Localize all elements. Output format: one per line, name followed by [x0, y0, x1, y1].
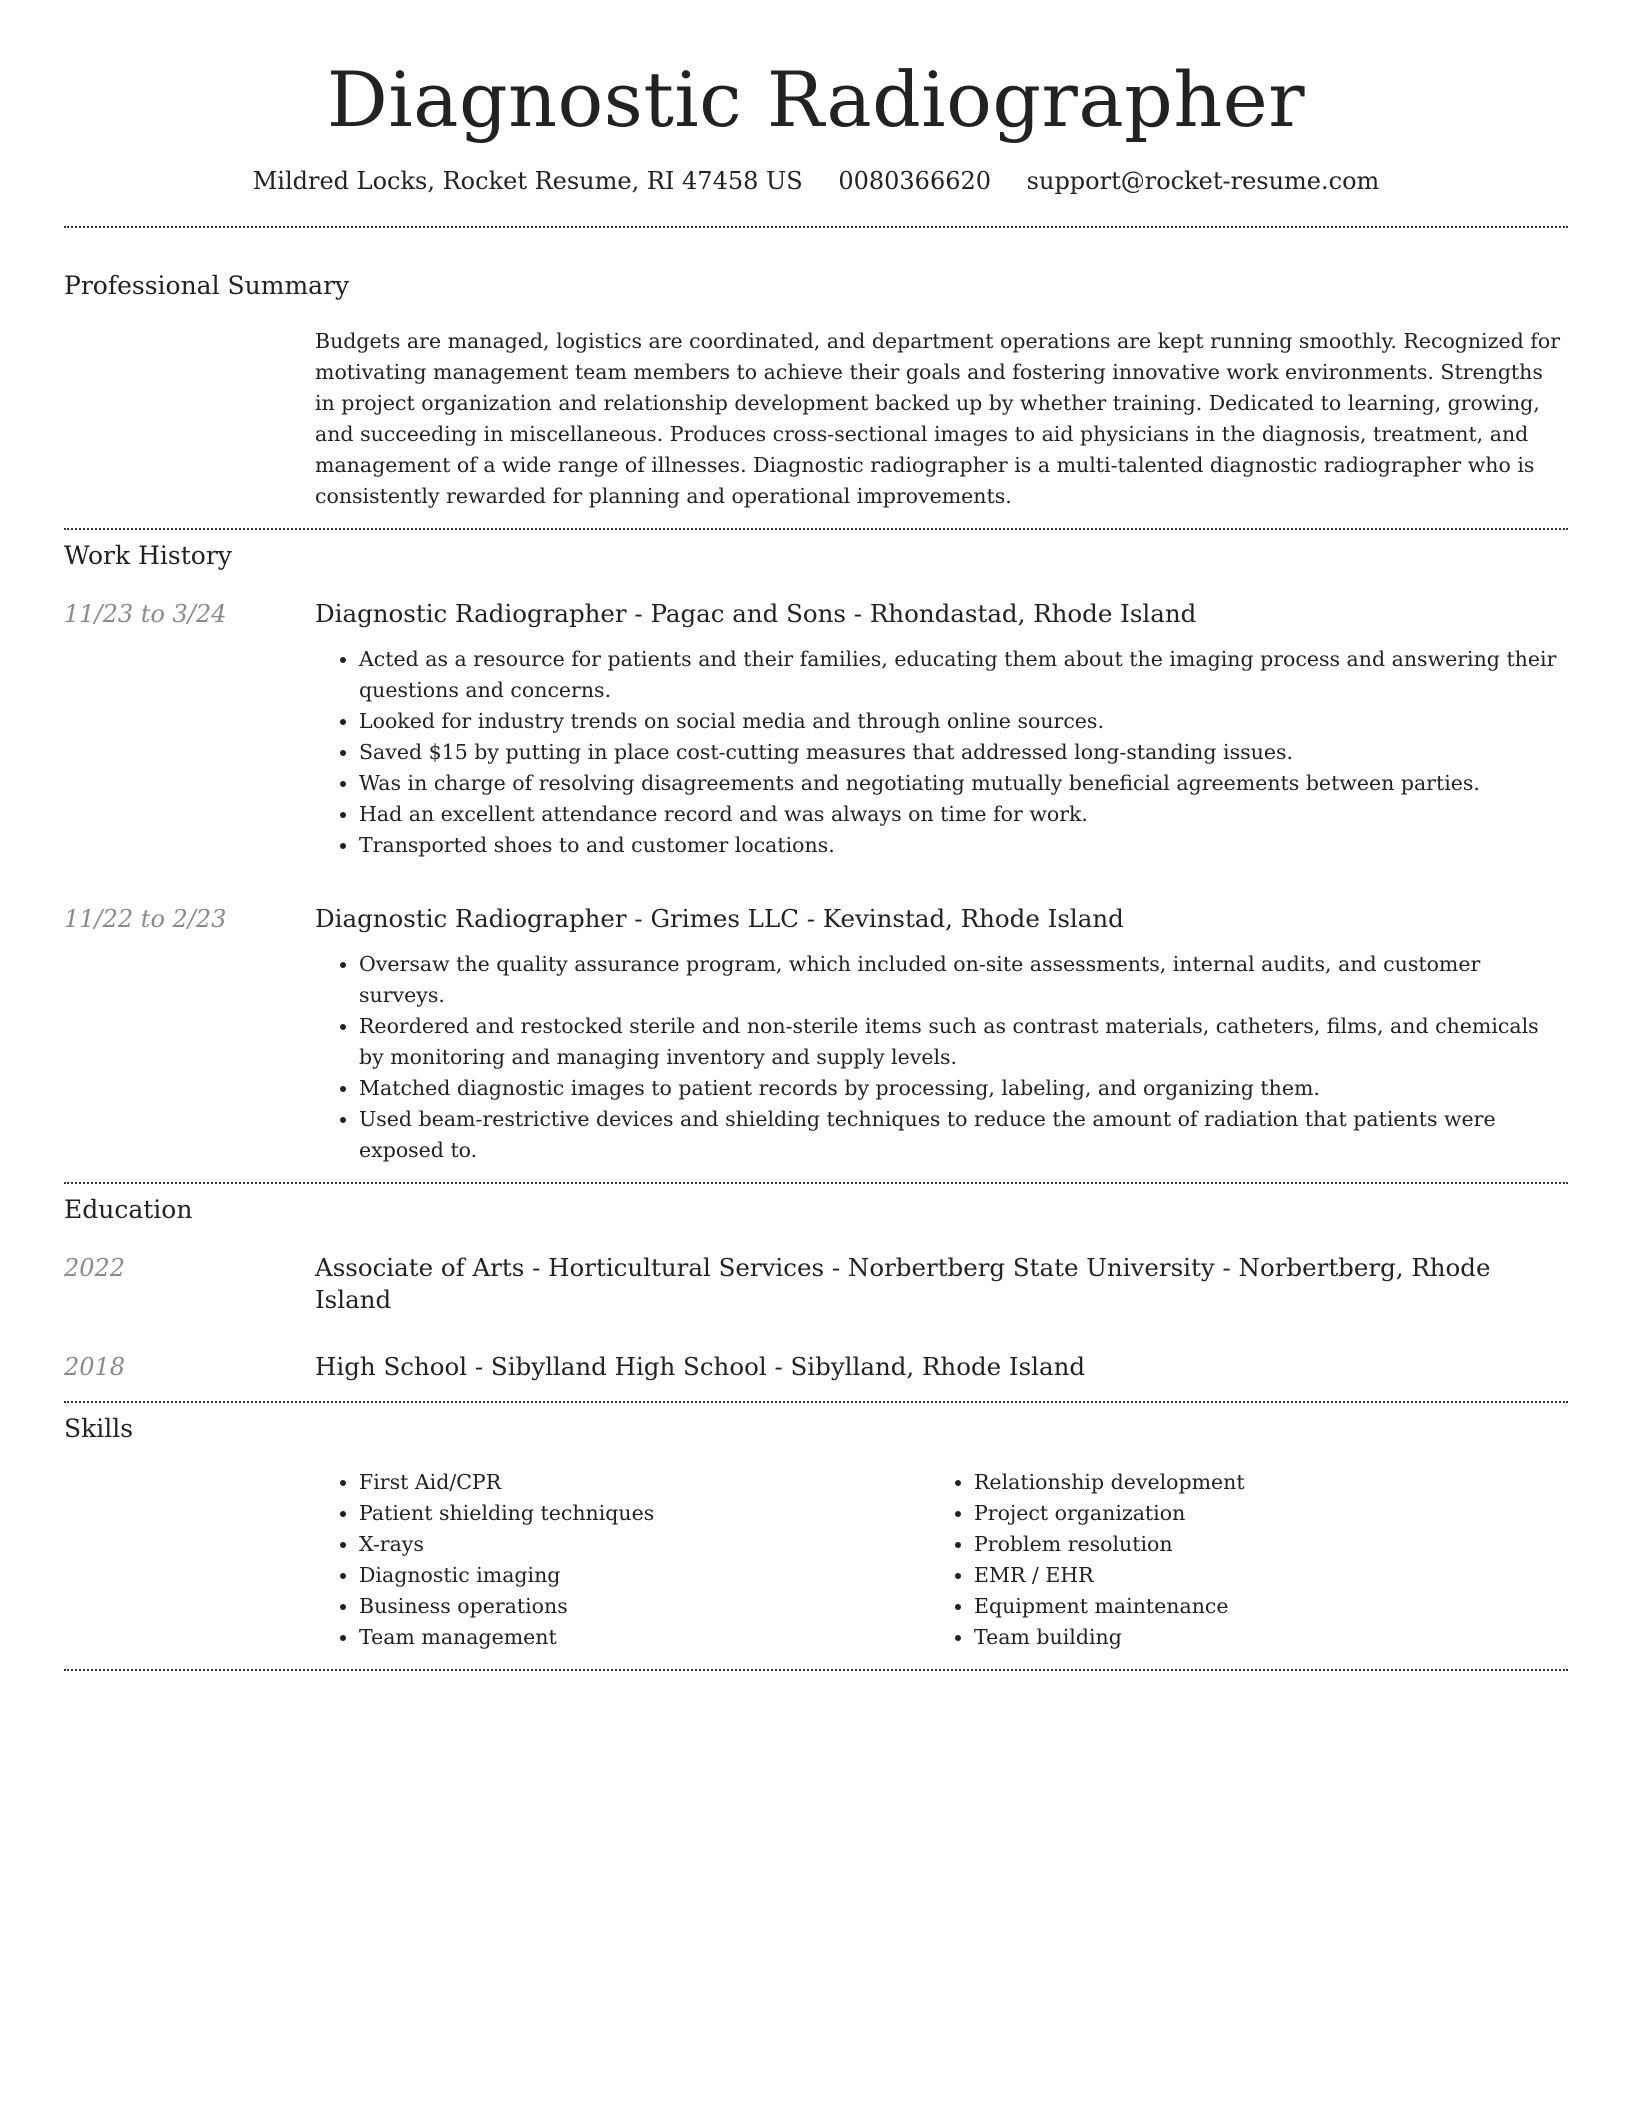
contact-phone: 0080366620: [838, 167, 992, 195]
education-heading-text: Associate of Arts - Horticultural Services - Norbertberg State University - Norbertberg, Rhode Island: [315, 1253, 1491, 1314]
job-bullet: • Looked for industry trends on social media and through online sources.: [359, 706, 1568, 737]
skill-item: • Team management: [359, 1622, 930, 1653]
skill-item: • X-rays: [359, 1529, 930, 1560]
skill-item: • First Aid/CPR: [359, 1467, 930, 1498]
contact-line: [64, 166, 1568, 196]
education-date: 2018: [64, 1353, 126, 1381]
education-entry: [64, 1252, 1568, 1316]
skills-columns: [315, 1467, 1568, 1653]
section-divider: [64, 226, 1568, 228]
skill-item: • Patient shielding techniques: [359, 1498, 930, 1529]
job-bullet: • Used beam-restrictive devices and shielding techniques to reduce the amount of radiation that patients were exposed to.: [359, 1104, 1568, 1166]
job-bullet: • Reordered and restocked sterile and non-sterile items such as contrast materials, catheters, films, and chemicals by monitoring and managing inventory and supply levels.: [359, 1011, 1568, 1073]
skill-item: • Equipment maintenance: [974, 1591, 1545, 1622]
skill-item: • Project organization: [974, 1498, 1545, 1529]
education-date: 2022: [64, 1254, 126, 1282]
job-date: 11/22 to 2/23: [64, 905, 227, 933]
skill-item: • Business operations: [359, 1591, 930, 1622]
job-bullets: [64, 949, 1568, 1166]
job-bullet: • Matched diagnostic images to patient records by processing, labeling, and organizing them.: [359, 1073, 1568, 1104]
contact-email: support@rocket-resume.com: [1026, 167, 1380, 195]
skill-item: • EMR / EHR: [974, 1560, 1545, 1591]
skill-item: • Problem resolution: [974, 1529, 1545, 1560]
job-entry: [64, 903, 1568, 1166]
summary-text: Budgets are managed, logistics are coordinated, and department operations are kept running smoothly. Recognized for motivating management team members to achieve their goals and fostering innovative work environments. Strengths in project organization and relationship development backed up by whether training. Dedicated to learning, growing, and succeeding in miscellaneous. Produces cross-sectional images to aid physicians in the diagnosis, treatment, and management of a wide range of illnesses. Diagnostic radiographer is a multi-talented diagnostic radiographer who is consistently rewarded for planning and operational improvements.: [315, 329, 1560, 508]
skill-item: • Diagnostic imaging: [359, 1560, 930, 1591]
skill-item: • Team building: [974, 1622, 1545, 1653]
job-date: 11/23 to 3/24: [64, 600, 227, 628]
section-divider: [64, 1669, 1568, 1671]
skills-section: [64, 1403, 1568, 1653]
skill-item: • Relationship development: [974, 1467, 1545, 1498]
job-bullet: • Acted as a resource for patients and their families, educating them about the imaging process and answering their questions and concerns.: [359, 644, 1568, 706]
skills-list-left: [315, 1467, 930, 1653]
job-bullet: • Saved $15 by putting in place cost-cutting measures that addressed long-standing issues.: [359, 737, 1568, 768]
job-entry: [64, 598, 1568, 861]
education-section: [64, 1184, 1568, 1383]
job-bullet: • Transported shoes to and customer locations.: [359, 830, 1568, 861]
skills-list-right: [930, 1467, 1545, 1653]
work-history-section: [64, 530, 1568, 1166]
summary-heading: Professional Summary: [64, 271, 350, 300]
job-bullets: [64, 644, 1568, 861]
skills-heading: Skills: [64, 1414, 134, 1443]
resume-header: [64, 0, 1568, 196]
job-bullet: • Had an excellent attendance record and was always on time for work.: [359, 799, 1568, 830]
education-entry: [64, 1351, 1568, 1383]
work-history-heading: Work History: [64, 541, 232, 570]
job-heading: Diagnostic Radiographer - Grimes LLC - Kevinstad, Rhode Island: [315, 904, 1124, 933]
candidate-title: Diagnostic Radiographer: [326, 55, 1306, 144]
summary-section: [64, 270, 1568, 512]
job-heading: Diagnostic Radiographer - Pagac and Sons - Rhondastad, Rhode Island: [315, 599, 1197, 628]
education-heading: Education: [64, 1195, 193, 1224]
education-heading-text: High School - Sibylland High School - Sibylland, Rhode Island: [315, 1352, 1086, 1381]
job-bullet: • Oversaw the quality assurance program, which included on-site assessments, internal audits, and customer surveys.: [359, 949, 1568, 1011]
job-bullet: • Was in charge of resolving disagreements and negotiating mutually beneficial agreements between parties.: [359, 768, 1568, 799]
contact-address: Mildred Locks, Rocket Resume, RI 47458 US: [252, 167, 803, 195]
